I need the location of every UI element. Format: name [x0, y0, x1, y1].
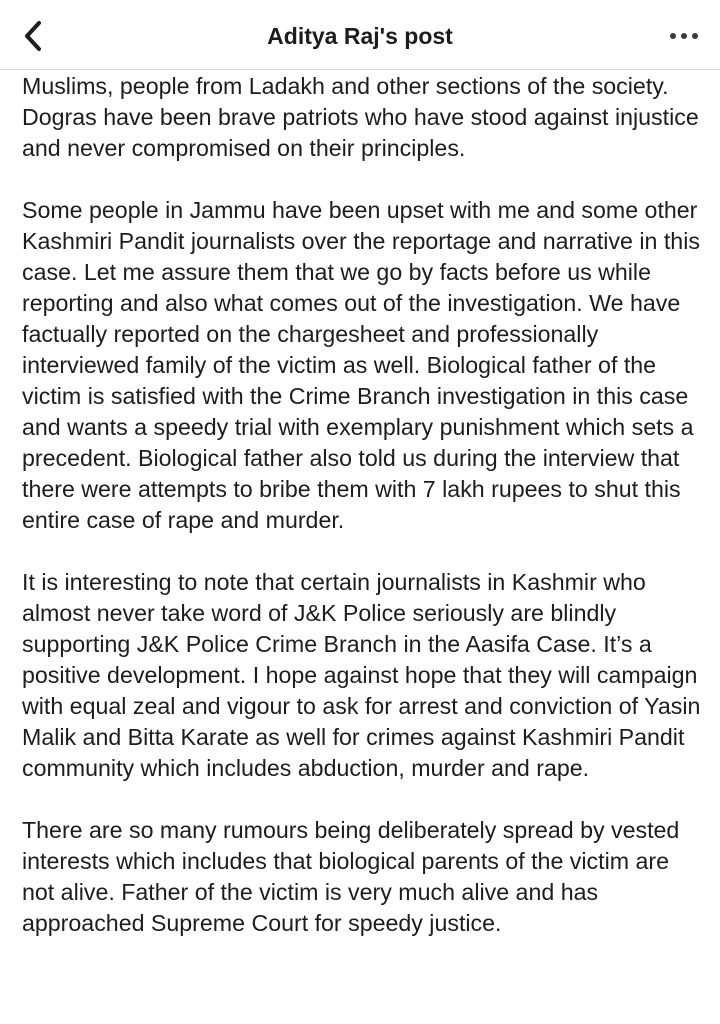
chevron-left-icon	[22, 19, 44, 53]
post-paragraph: Some people in Jammu have been upset with me and some other Kashmiri Pandit journalists over the reportage and narrative in this case. Let me assure them that we go by facts before us while reporting and also what comes out of the investigation. We have factually reported on the chargesheet and professionally interviewed family of the victim as well. Biological father of the victim is satisfied with the Crime Branch investigation in this case and wants a speedy trial with exemplary punishment which sets a precedent. Biological father also told us during the interview that there were attempts to bribe them with 7 lakh rupees to shut this entire case of rape and murder.	[22, 197, 700, 533]
post-content	[22, 71, 702, 970]
navigation-bar	[0, 0, 720, 70]
post-paragraph: Muslims, people from Ladakh and other sections of the society. Dogras have been brave patriots who have stood against injustice and never compromised on their principles.	[22, 73, 699, 161]
more-horizontal-icon	[692, 33, 698, 39]
back-button[interactable]	[22, 14, 62, 58]
more-options-button[interactable]	[654, 20, 698, 52]
post-paragraph: It is interesting to note that certain journalists in Kashmir who almost never take word of J&K Police seriously are blindly supporting J&K Police Crime Branch in the Aasifa Case. It’s a positive development. I hope against hope that they will campaign with equal zeal and vigour to ask for arrest and conviction of Yasin Malik and Bitta Karate as well for crimes against Kashmiri Pandit community which includes abduction, murder and rape.	[22, 569, 701, 781]
post-paragraph: There are so many rumours being deliberately spread by vested interests which includes that biological parents of the victim are not alive. Father of the victim is very much alive and has approached Supreme Court for speedy justice.	[22, 817, 680, 936]
more-horizontal-icon	[681, 33, 687, 39]
more-horizontal-icon	[670, 33, 676, 39]
page-title: Aditya Raj's post	[267, 23, 453, 49]
